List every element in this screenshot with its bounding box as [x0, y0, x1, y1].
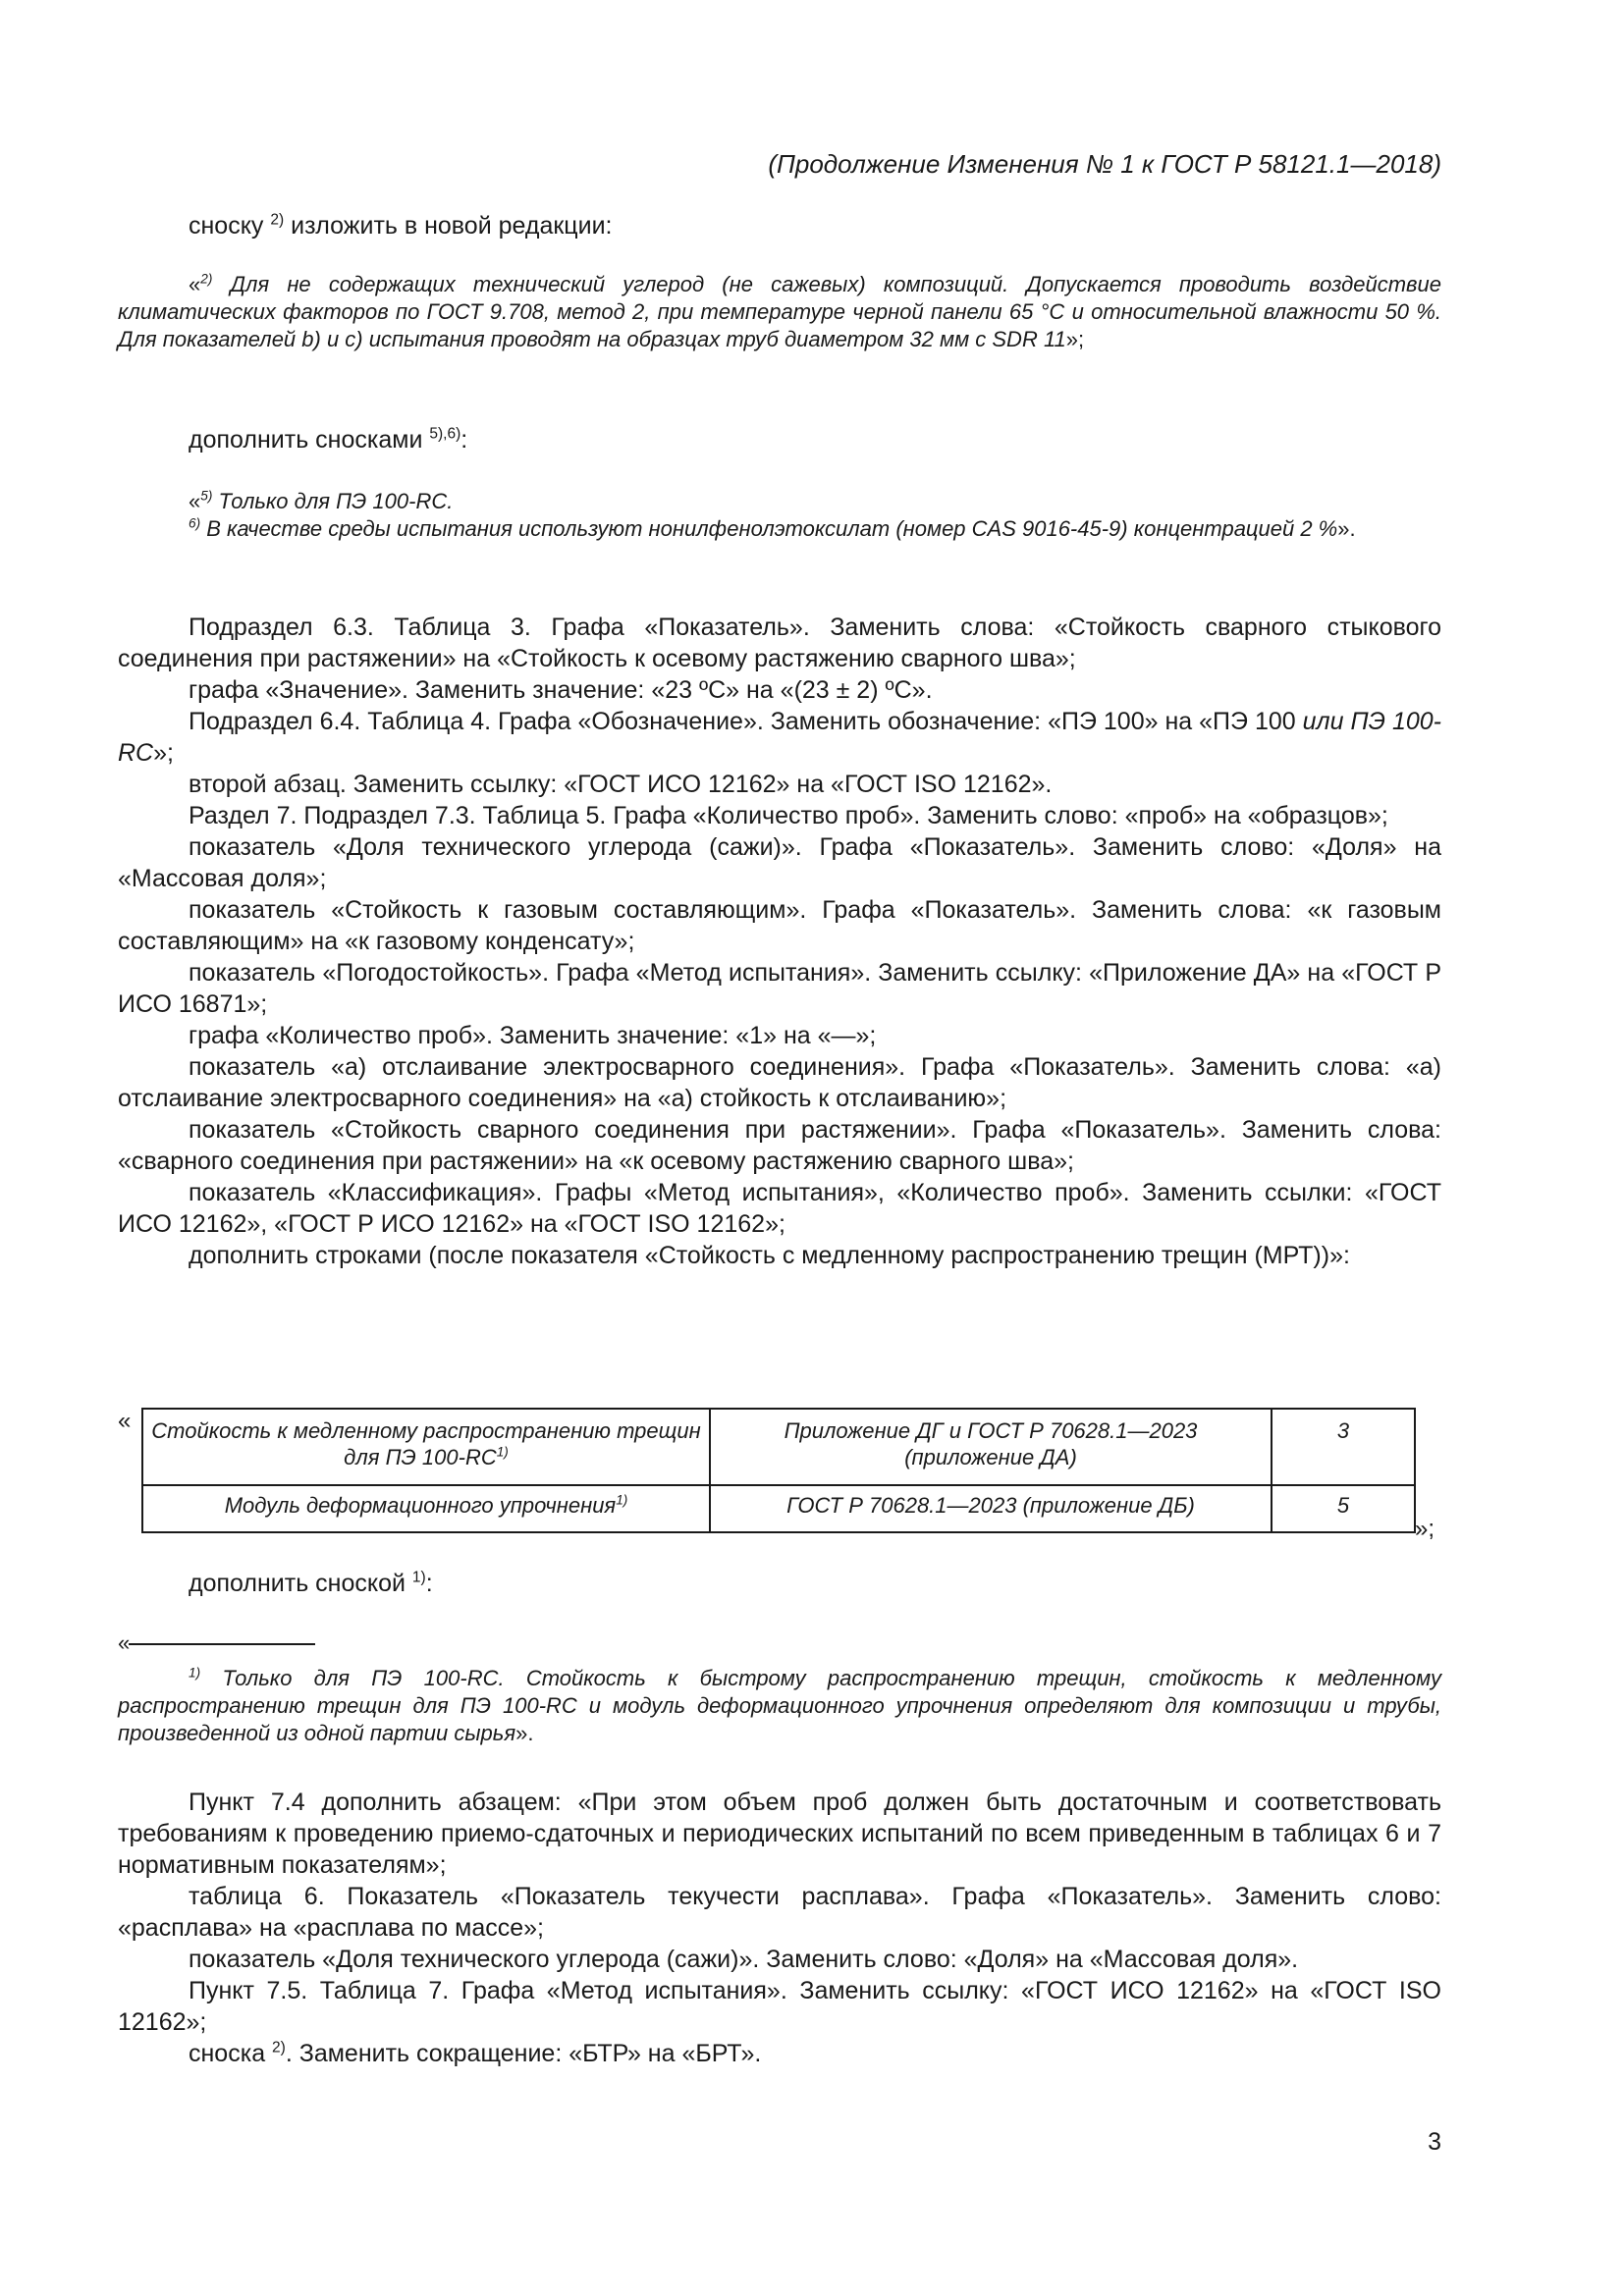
paragraph: графа «Значение». Заменить значение: «23 ºС» на «(23 ± 2) ºС». — [189, 676, 933, 704]
amendments-block — [118, 612, 1441, 1271]
table-row — [142, 1409, 1415, 1485]
paragraph: показатель «Стойкость сварного соединения при растяжении». Графа «Показатель». Заменить слова: «сварного соединения при растяжении» на «к осевому растяжению сварного шва»; — [118, 1116, 1441, 1175]
table-row — [142, 1485, 1415, 1532]
paragraph: дополнить сноской $^{1)}$: — [189, 1569, 433, 1597]
note-5: «$^{5)}$ Только для ПЭ 100-RC. — [189, 488, 454, 513]
paragraph: Подраздел 6.4. Таблица 4. Графа «Обозначение». Заменить обозначение: «ПЭ 100» на «ПЭ 100 или ПЭ 100-RC»; — [118, 708, 1442, 767]
page-header: (Продолжение Изменения № 1 к ГОСТ Р 58121.1—2018) — [768, 149, 1441, 179]
paragraph: показатель «а) отслаивание электросварного соединения». Графа «Показатель». Заменить слова: «а) отслаивание электросварного соединения» на «а) стойкость к отслаиванию»; — [118, 1053, 1441, 1112]
paragraph: дополнить сносками $^{5),6)}$: — [189, 425, 468, 454]
paragraph: показатель «Классификация». Графы «Метод испытания», «Количество проб». Заменить ссылки: «ГОСТ ИСО 12162», «ГОСТ Р ИСО 12162» на «ГОСТ ISO 12162»; — [118, 1179, 1441, 1238]
paragraph: Подраздел 6.3. Таблица 3. Графа «Показатель». Заменить слова: «Стойкость сварного стыкового соединения при растяжении» на «Стойкость к осевому растяжению сварного шва»; — [118, 614, 1441, 672]
footnote-2-text — [118, 271, 1441, 353]
table-cell-indicator: Модуль деформационного упрочнения$^{1)}$ — [142, 1485, 710, 1532]
paragraph: дополнить строками (после показателя «Стойкость с медленному распространению трещин (МРТ))»: — [189, 1242, 1350, 1269]
note-paragraph: «$^{2)}$ Для не содержащих технический углерод (не сажевых) композиций. Допускается проводить воздействие климатических факторов по ГОСТ 9.708, метод 2, при температуре черной панели 65 °С и относительной влажности 50 %. Для показателей b) и c) испытания проводят на образцах труб диаметром 32 мм с SDR 11»; — [118, 271, 1441, 351]
footnote-open-quote: « — [118, 1630, 131, 1655]
note-paragraph: $^{1)}$ Только для ПЭ 100-RC. Стойкость к быстрому распространению трещин, стойкость к медленному распространению трещин для ПЭ 100-RC и модуль деформационного упрочнения определяют для композиции и трубы, произведенной из одной партии сырья». — [118, 1665, 1441, 1745]
table-cell-count: 3 — [1272, 1409, 1415, 1485]
inserted-rows-table — [118, 1408, 1441, 1542]
table-cell-count: 5 — [1272, 1485, 1415, 1532]
instruction-footnote-1 — [118, 1568, 1441, 1599]
footnotes-5-6-text — [118, 488, 1441, 543]
table-close-quote: »; — [1415, 1516, 1435, 1542]
footnote-1-text — [118, 1665, 1441, 1747]
final-amendments-block — [118, 1787, 1441, 2069]
paragraph: таблица 6. Показатель «Показатель текучести расплава». Графа «Показатель». Заменить слово: «расплава» на «расплава по массе»; — [118, 1883, 1441, 1942]
note-6: $^{6)}$ В качестве среды испытания используют нонилфенолэтоксилат (номер CAS 9016-45-9) концентрацией 2 %». — [189, 515, 1356, 541]
paragraph: графа «Количество проб». Заменить значение: «1» на «—»; — [189, 1022, 877, 1049]
paragraph: Раздел 7. Подраздел 7.3. Таблица 5. Графа «Количество проб». Заменить слово: «проб» на «образцов»; — [189, 802, 1388, 829]
paragraph: сноску $^{2)}$ изложить в новой редакции: — [189, 211, 613, 240]
table-cell-method: ГОСТ Р 70628.1—2023 (приложение ДБ) — [710, 1485, 1272, 1532]
page-number: 3 — [1428, 2128, 1441, 2156]
paragraph: показатель «Доля технического углерода (сажи)». Графа «Показатель». Заменить слово: «Доля» на «Массовая доля»; — [118, 833, 1441, 892]
paragraph: Пункт 7.5. Таблица 7. Графа «Метод испытания». Заменить ссылку: «ГОСТ ИСО 12162» на «ГОСТ ISO 12162»; — [118, 1977, 1441, 2036]
paragraph: показатель «Погодостойкость». Графа «Метод испытания». Заменить ссылку: «Приложение ДА» на «ГОСТ Р ИСО 16871»; — [118, 959, 1441, 1018]
paragraph: второй абзац. Заменить ссылку: «ГОСТ ИСО 12162» на «ГОСТ ISO 12162». — [189, 771, 1053, 798]
footnote-separator — [129, 1643, 315, 1645]
table-cell-method: Приложение ДГ и ГОСТ Р 70628.1—2023 (приложение ДА) — [710, 1409, 1272, 1485]
paragraph: Пункт 7.4 дополнить абзацем: «При этом объем проб должен быть достаточным и соответствовать требованиям к проведению приемо-сдаточных и периодических испытаний по всем приведенным в таблицах 6 и 7 нормативным показателям»; — [118, 1789, 1441, 1879]
table-open-quote: « — [118, 1408, 132, 1434]
instruction-footnotes-5-6 — [118, 424, 1441, 455]
amendment-table — [141, 1408, 1416, 1533]
paragraph: показатель «Стойкость к газовым составляющим». Графа «Показатель». Заменить слова: «к газовым составляющим» на «к газовому конденсату»; — [118, 896, 1441, 955]
instruction-footnote-2 — [118, 210, 1441, 241]
table-cell-indicator: Стойкость к медленному распространению трещин для ПЭ 100-RC$^{1)}$ — [142, 1409, 710, 1485]
paragraph: показатель «Доля технического углерода (сажи)». Заменить слово: «Доля» на «Массовая доля». — [189, 1946, 1299, 1973]
paragraph: сноска $^{2)}$. Заменить сокращение: «БТР» на «БРТ». — [189, 2039, 762, 2067]
